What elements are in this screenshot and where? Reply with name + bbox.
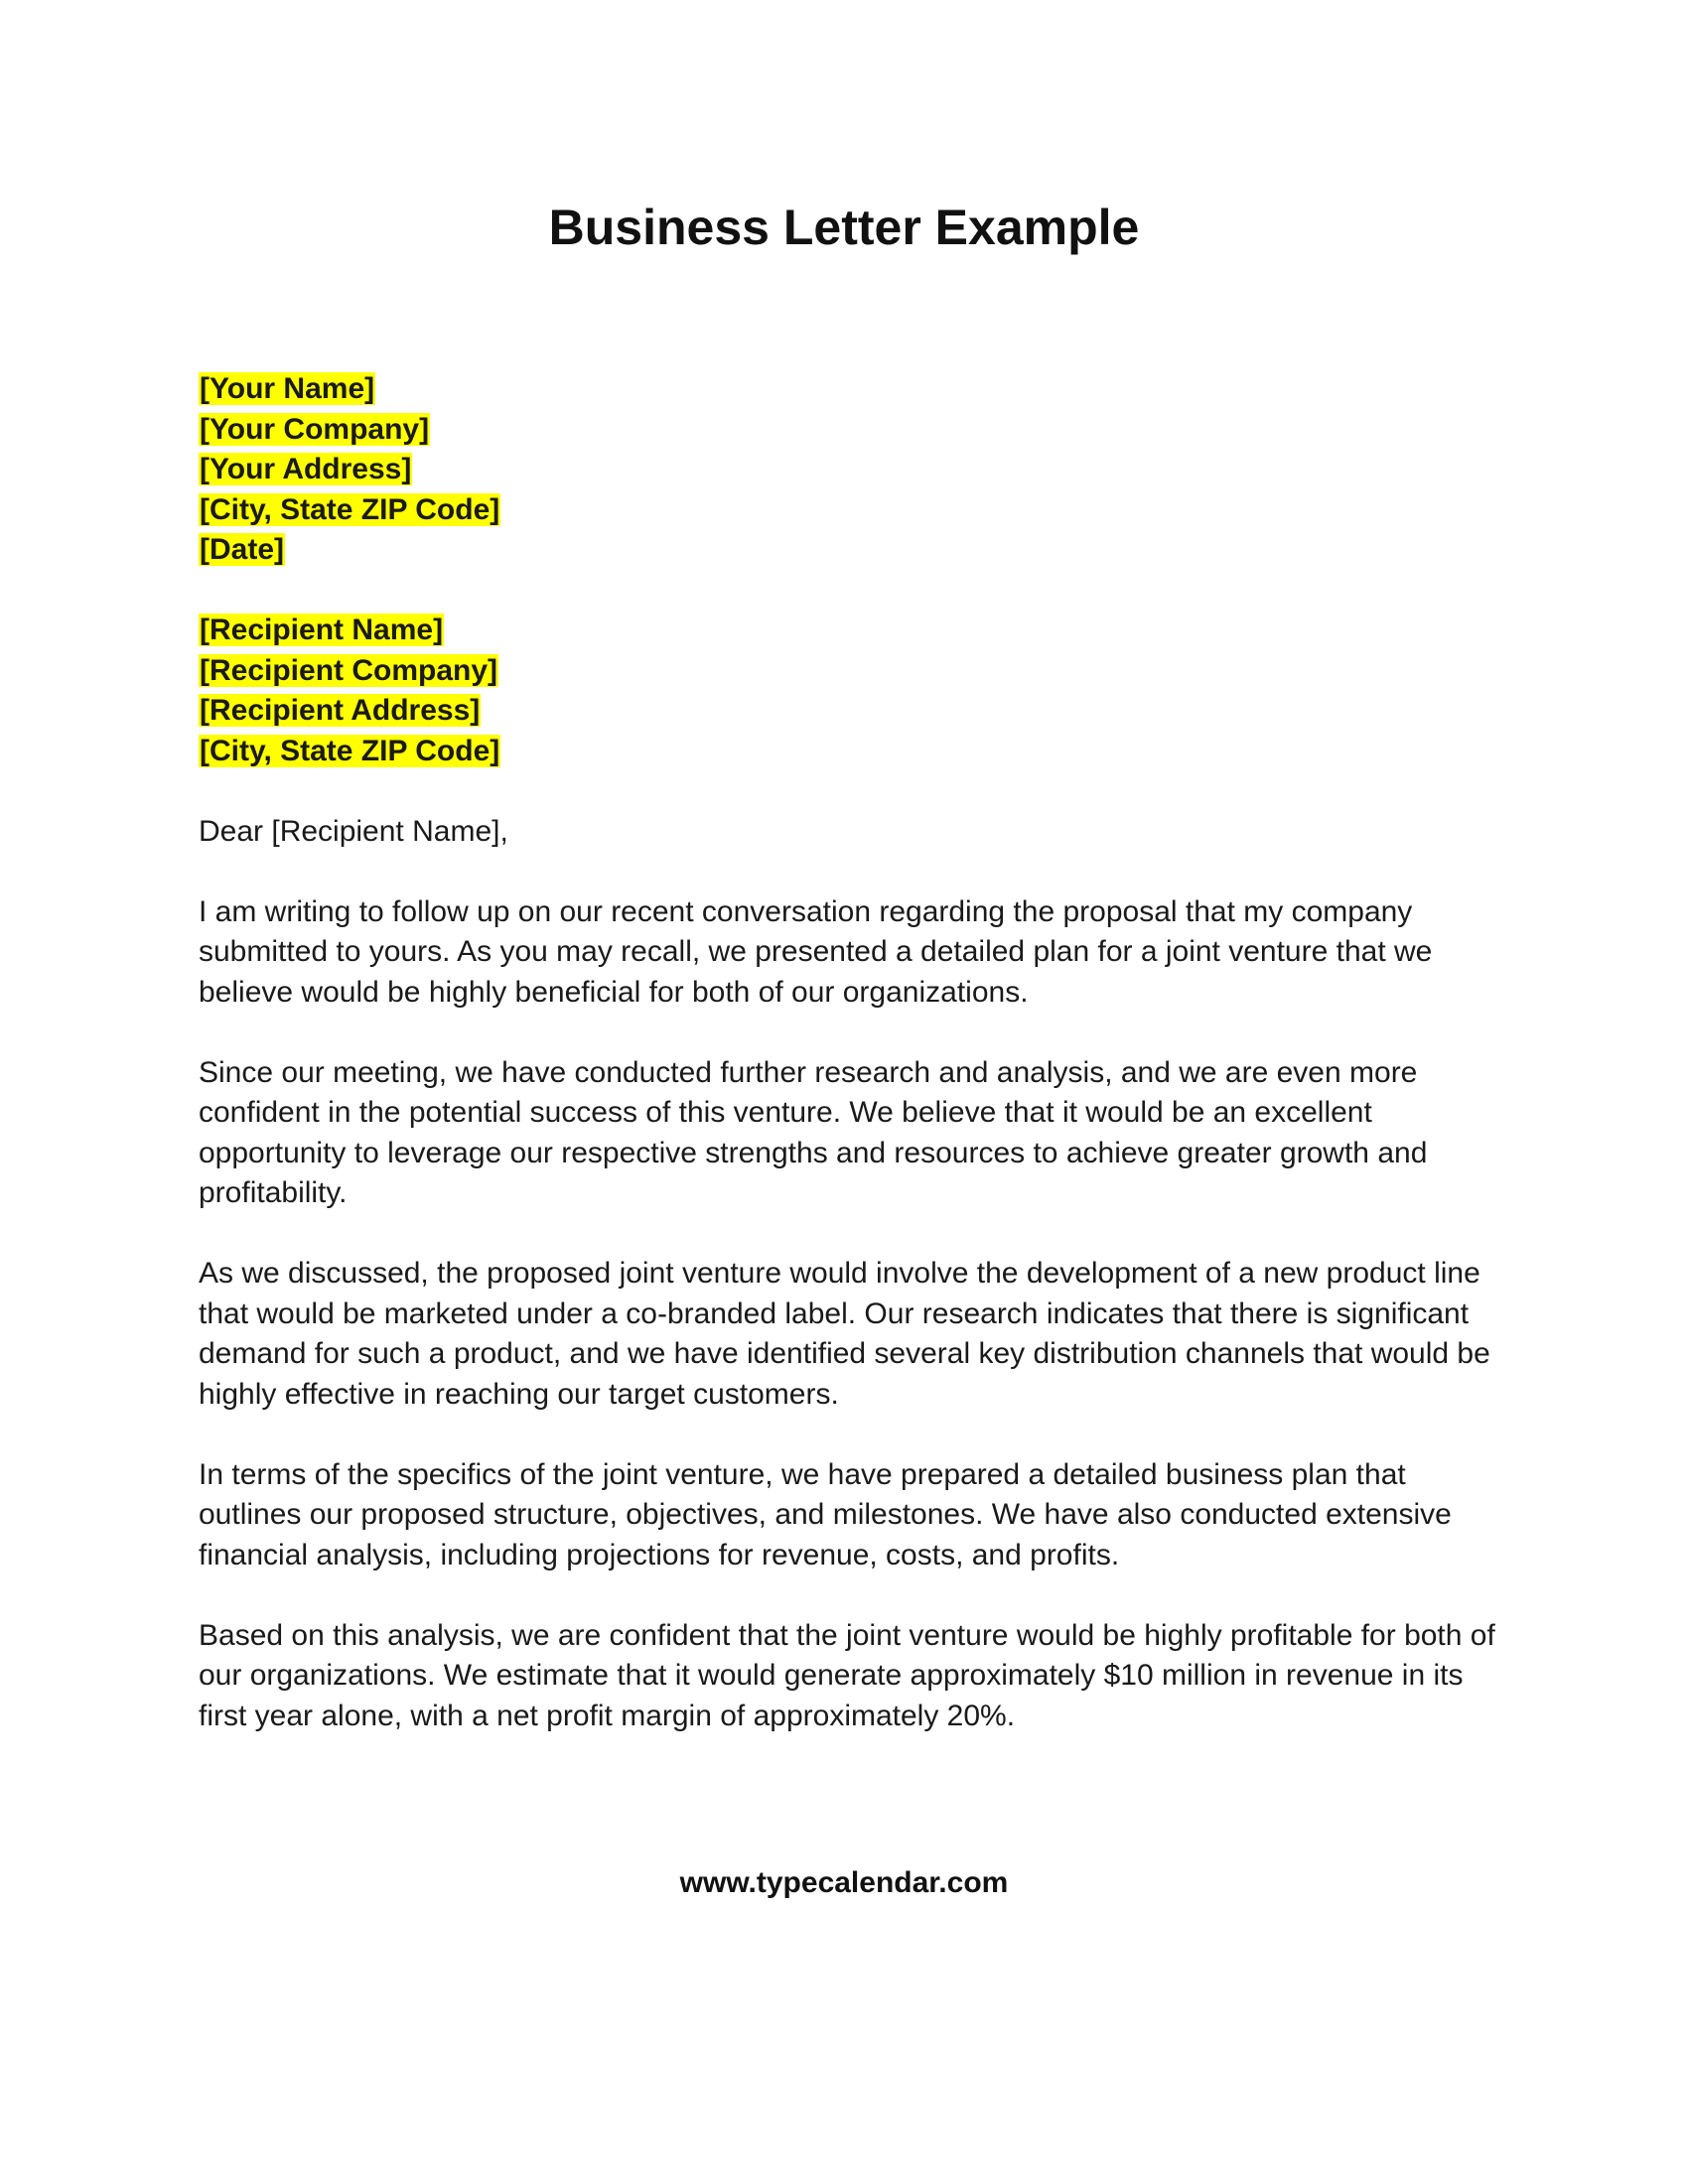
- footer-website: www.typecalendar.com: [679, 1866, 1009, 1899]
- salutation: Dear [Recipient Name],: [199, 814, 508, 848]
- sender-address-placeholder: [Your Address]: [200, 453, 412, 485]
- recipient-address-placeholder: [Recipient Address]: [200, 694, 481, 727]
- recipient-city-placeholder: [City, State ZIP Code]: [200, 734, 500, 767]
- body-paragraph-3: As we discussed, the proposed joint venture would involve the development of a new product line that would be marketed under a co-branded label. Our research indicates that there is significant demand for such a product, and we have identified several key distribution channels that would be highly effective in reaching our target customers.: [199, 1257, 1490, 1411]
- sender-city-placeholder: [City, State ZIP Code]: [200, 492, 500, 526]
- date-placeholder: [Date]: [200, 533, 285, 566]
- sender-address-block: [199, 369, 1499, 571]
- recipient-address-block: [199, 611, 1499, 771]
- body-paragraph-2: Since our meeting, we have conducted further research and analysis, and we are even more confident in the potential success of this venture. We believe that it would be an excellent opportunity to leverage our respective strengths and resources to achieve greater growth and profitability.: [199, 1055, 1428, 1209]
- body-paragraph-1: I am writing to follow up on our recent conversation regarding the proposal that my company submitted to yours. As you may recall, we presented a detailed plan for a joint venture that we believe would be highly beneficial for both of our organizations.: [199, 894, 1433, 1009]
- sender-name-placeholder: [Your Name]: [200, 372, 375, 405]
- document-title: Business Letter Example: [548, 200, 1140, 255]
- letter-body: [199, 369, 1499, 1777]
- sender-company-placeholder: [Your Company]: [200, 412, 430, 446]
- recipient-company-placeholder: [Recipient Company]: [200, 653, 498, 687]
- body-paragraph-4: In terms of the specifics of the joint venture, we have prepared a detailed business plan that outlines our proposed structure, objectives, and milestones. We have also conducted extensive financial analysis, including projections for revenue, costs, and profits.: [199, 1457, 1452, 1571]
- body-paragraph-5: Based on this analysis, we are confident that the joint venture would be highly profitable for both of our organizations. We estimate that it would generate approximately $10 million in revenue in its first year alone, with a net profit margin of approximately 20%.: [199, 1618, 1495, 1732]
- recipient-name-placeholder: [Recipient Name]: [200, 614, 444, 646]
